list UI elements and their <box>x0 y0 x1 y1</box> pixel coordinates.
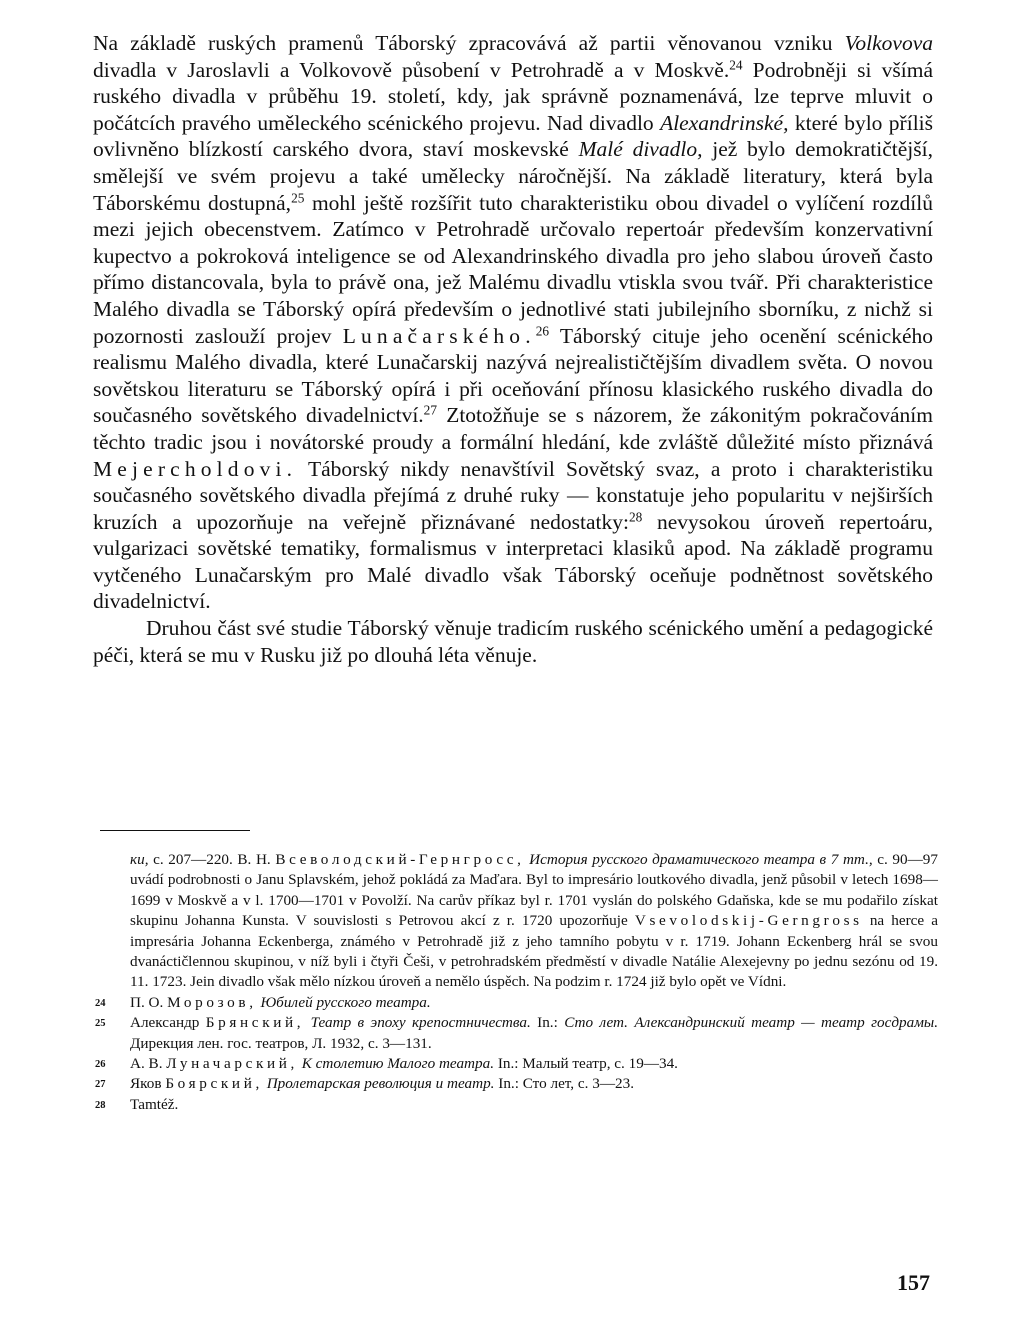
footnote-number: 24 <box>95 997 106 1009</box>
footnote-24: 24 П. О. Морозов, Юбилей русского театра. <box>93 993 938 1013</box>
footnote-number: 25 <box>95 1018 106 1030</box>
footnote-25: 25 Александр Брянский, Театр в эпоху крепостничества. In.: Сто лет. Александринский театр — театр госдрамы. Дирекция лен. гос. театров, Л. 1932, с. 3—131. <box>95 1014 938 1052</box>
footnote-number: 27 <box>95 1079 106 1091</box>
paragraph-2: Druhou část své studie Táborský věnuje tradicím ruského scénického umění a pedagogické péči, která se mu v Rusku již po dlouhá léta věnuje. <box>93 616 933 667</box>
footnote-26: 26 А. В. Луначарский, К столетию Малого театра. In.: Малый театр, с. 19—34. <box>93 1054 938 1074</box>
footnote-27: 27 Яков Боярский, Пролетарская революция и театр. In.: Сто лет, с. 3—23. <box>93 1074 938 1094</box>
footnote-28: 28 Tamtéž. <box>93 1095 938 1115</box>
footnote-number: 28 <box>95 1099 106 1111</box>
footnote-continuation: ки, с. 207—220. В. Н. Всеволодский-Гернгросс, История русского драматического театра в 7 тт., с. 90—97 uvádí podrobnosti o Janu Splavském, jehož pokládá za Maďara. Byl to impresário loutkového divadla, jenž působil v letech 1698—1699 v Moskvě a v l. 1700—1701 v Povolží. Na carův příkaz byl r. 1701 vyslán do polského Gdaňska, kde se mu podařilo získat skupinu Johanna Kunsta. V souvislosti s Petrovou akcí z r. 1720 upozorňuje Vsevolodskij-Gerngross na herce a impresária Johanna Eckenberga, známého v Petrohradě již z jeho tamního pobytu v r. 1719. Johann Eckenberg hrál se svou dvanáctičlennou skupinou, v níž byli i čtyři Češi, v petrohradském předměstí v divadle Natálie Alexejevny po jednu sezónu od 19. 11. 1723. Jein divadlo však mělo nízkou úroveň a nemělo úspěch. Na podzim r. 1724 již bylo opět ve Vídni. <box>130 851 938 991</box>
footnote-ref-26: 26 <box>535 323 550 339</box>
footnotes <box>93 850 938 1115</box>
page-number: 157 <box>897 1270 930 1295</box>
footnote-number: 26 <box>95 1059 106 1071</box>
footnote-ref-27: 27 <box>423 402 437 418</box>
footnote-separator <box>100 830 250 831</box>
footnote-ref-25: 25 <box>291 190 305 206</box>
footnote-ref-28: 28 <box>628 509 643 525</box>
paragraph-1: Na základě ruských pramenů Táborský zpracovává až partii věnovanou vzniku Volkovova divadla v Jaroslavli a Volkovově působení v Petrohradě a v Moskvě.$^{24}$ Podrobněji si všímá ruského divadla v průběhu 19. století, kdy, jak správně poznamenává, lze teprve mluvit o počátcích pravého uměleckého scénického projevu. Nad divadlo Alexandrinské, které bylo příliš ovlivněno blízkostí carského dvora, staví moskevské Malé divadlo, jež bylo demokratičtější, smělejší ve svém projevu a také umělecky náročnější. Na základě literatury, která byla Táborskému dostupná,$^{25}$ mohl ještě rozšířit tuto charakteristiku obou divadel o vylíčení rozdílů mezi jejich obecenstvem. Zatímco v Petrohradě určovalo repertoár především konzervativní kupectvo a pokroková inteligence se od Alexandrinského divadla pro jeho slabou úroveň často přímo distancovala, byla to právě ona, jež Malému divadlu vtiskla svou tvář. Při charakteristice Malého divadla se Táborský opírá především o jednotlivé stati jubilejního sborníku, z nichž si pozornosti zaslouží projev Lunačarského.$^{26}$ Táborský cituje jeho ocenění scénického realismu Malého divadla, které Lunačarskij nazývá nejrealističtějším divadlem světa. O novou sovětskou literaturu se Táborský opírá i při oceňování přínosu klasického ruského divadla do současného sovětského divadelnictví.$^{27}$ Ztotožňuje se s názorem, že zákonitým pokračováním těchto tradic jsou i novátorské proudy a formální hledání, kde zvláště důležité místo přiznává Mejercholdovi. Táborský nikdy nenavštívil Sovětský svaz, a proto i charakteristiku současného sovětského divadla přejímá z druhé ruky — konstatuje jeho popularitu v nejširších kruzích a upozorňuje na veřejně přiznávané nedostatky:$^{28}$ nevysokou úroveň repertoáru, vulgarizaci sovětské tematiky, formalismus v interpretaci klasiků apod. Na základě programu vytčeného Lunačarským pro Malé divadlo však Táborský oceňuje podnětnost sovětského divadelnictví. <box>93 31 934 614</box>
main-text <box>93 30 933 668</box>
footnote-ref-24: 24 <box>729 57 743 73</box>
